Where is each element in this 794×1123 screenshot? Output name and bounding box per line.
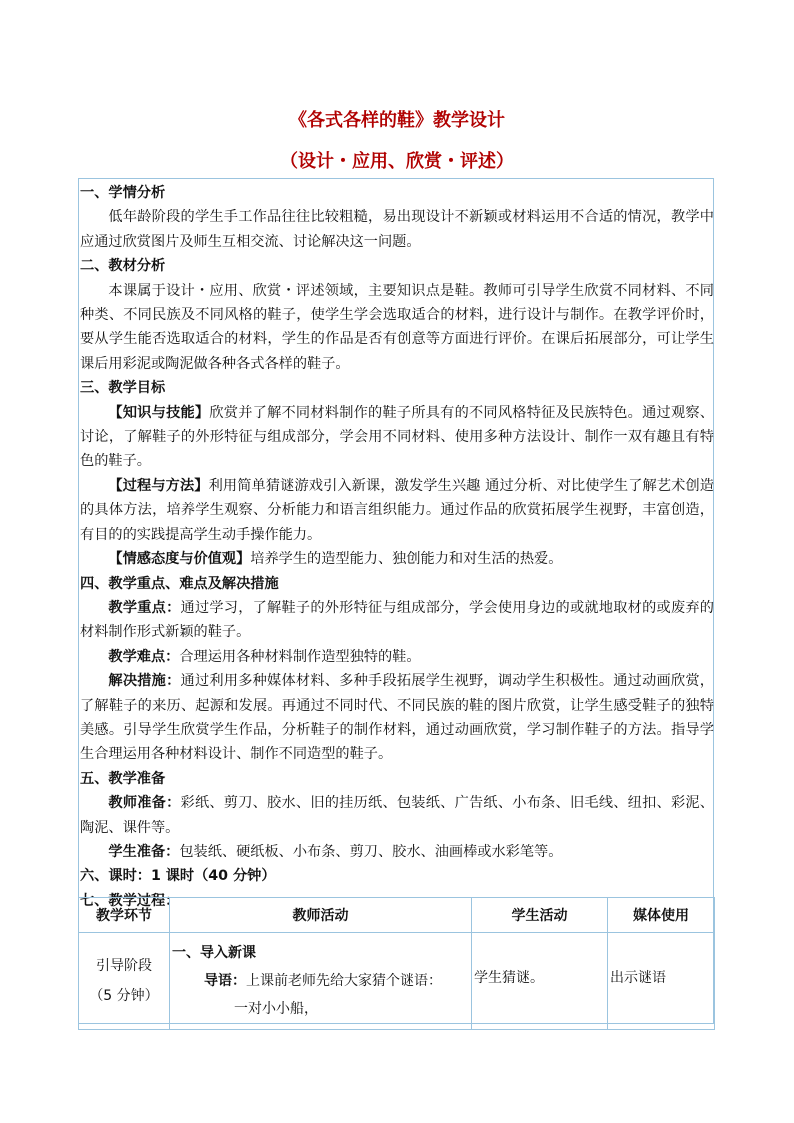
teacher-preparation-label: 教师准备：	[108, 795, 181, 812]
objective-process-text: 利用简单猜谜游戏引入新课，激发学生兴趣 通过分析、对比使学生了解艺术创造的具体方法，培养学生观察、分析能力和语言组织能力。通过作品的欣赏拓展学生视野，丰富创造，有目的的实践提高学生动手操作能力。	[80, 477, 714, 543]
teaching-process-table	[78, 897, 715, 1030]
header-media: 媒体使用	[608, 898, 715, 933]
objective-knowledge-text: 欣赏并了解不同材料制作的鞋子所具有的不同风格特征及民族特色。通过观察、讨论，了解鞋子的外形特征与组成部分，学会用不同材料、使用多种方法设计、制作一双有趣且有特色的鞋子。	[80, 404, 714, 470]
learner-analysis-text: 低年龄阶段的学生手工作品往往比较粗糙，易出现设计不新颖或材料运用不合适的情况，教学中应通过欣赏图片及师生互相交流、讨论解决这一问题。	[80, 209, 714, 250]
objective-process-label: 【过程与方法】	[108, 477, 209, 494]
objective-knowledge-label: 【知识与技能】	[108, 404, 210, 421]
student-activity-cell: 学生猜谜。	[472, 933, 608, 1030]
document-subtitle: （设计・应用、欣赏・评述）	[280, 151, 514, 172]
section-heading-class-hours: 六、课时：1 课时（40 分钟）	[80, 868, 276, 885]
section-heading-key-points: 四、教学重点、难点及解决措施	[80, 575, 279, 592]
lead-label: 导语：	[204, 973, 246, 989]
solution	[80, 669, 714, 767]
objective-emotion-text: 培养学生的造型能力、独创能力和对生活的热爱。	[250, 551, 563, 568]
student-preparation	[80, 840, 714, 864]
objective-emotion	[80, 547, 714, 571]
student-preparation-text: 包装纸、硬纸板、小布条、剪刀、胶水、油画棒或水彩笔等。	[179, 843, 563, 860]
key-point-text: 通过学习，了解鞋子的外形特征与组成部分，学会使用身边的或就地取材的或废弃的材料制作形式新颖的鞋子。	[80, 599, 714, 641]
objective-knowledge	[80, 401, 714, 474]
header-teacher-activity: 教师活动	[170, 898, 472, 933]
solution-label: 解决措施：	[108, 673, 181, 690]
teacher-preparation-text: 彩纸、剪刀、胶水、旧的挂历纸、包装纸、广告纸、小布条、旧毛线、纽扣、彩泥、陶泥、课件等。	[80, 795, 714, 836]
section-heading-process: 七、教学过程：	[80, 892, 180, 909]
difficulty	[80, 645, 714, 669]
objective-process	[80, 474, 714, 547]
media-cell: 出示谜语	[608, 933, 715, 1030]
teacher-activity-heading: 一、导入新课	[172, 945, 256, 961]
lead-text: 上课前老师先给大家猜个谜语：	[246, 973, 442, 989]
key-point	[80, 596, 714, 645]
objective-emotion-label: 【情感态度与价值观】	[108, 551, 251, 568]
section-heading-learner-analysis: 一、学情分析	[80, 185, 166, 201]
teacher-preparation	[80, 791, 714, 840]
key-point-label: 教学重点：	[108, 599, 181, 616]
stage-name: 引导阶段	[96, 958, 152, 974]
difficulty-label: 教学难点：	[108, 648, 180, 665]
header-student-activity: 学生活动	[472, 898, 608, 933]
material-analysis-text: 本课属于设计・应用、欣赏・评述领域，主要知识点是鞋。教师可引导学生欣赏不同材料、不同种类、不同民族及不同风格的鞋子，使学生学会选取适合的材料，进行设计与制作。在教学评价时，要从学生能否选取适合的材料，学生的作品是否有创意等方面进行评价。在课后拓展部分，可让学生课后用彩泥或陶泥做各种各式各样的鞋子。	[80, 282, 714, 372]
section-heading-objectives: 三、教学目标	[80, 380, 166, 397]
section-heading-material-analysis: 二、教材分析	[80, 258, 166, 275]
solution-text: 通过利用多种媒体材料、多种手段拓展学生视野，调动学生积极性。通过动画欣赏，了解鞋子的来历、起源和发展。再通过不同时代、不同民族的鞋的图片欣赏，让学生感受鞋子的独特美感。引导学生欣赏学生作品，分析鞋子的制作材料，通过动画欣赏，学习制作鞋子的方法。指导学生合理运用各种材料设计、制作不同造型的鞋子。	[80, 673, 714, 763]
lesson-plan-body	[80, 181, 714, 913]
stage-cell	[79, 933, 170, 1030]
section-heading-preparation: 五、教学准备	[80, 770, 166, 787]
table-row	[79, 933, 715, 1030]
teacher-activity-cell	[170, 933, 472, 1030]
lead-line	[172, 967, 469, 995]
riddle-line: 一对小小船，	[234, 1001, 318, 1017]
table-header-row	[79, 898, 715, 933]
stage-time: （5 分钟）	[89, 988, 159, 1004]
header-stage: 教学环节	[79, 898, 170, 933]
student-preparation-label: 学生准备：	[108, 843, 180, 860]
document-title: 《各式各样的鞋》教学设计	[289, 110, 505, 131]
difficulty-text: 合理运用各种材料制作造型独特的鞋。	[179, 648, 421, 665]
